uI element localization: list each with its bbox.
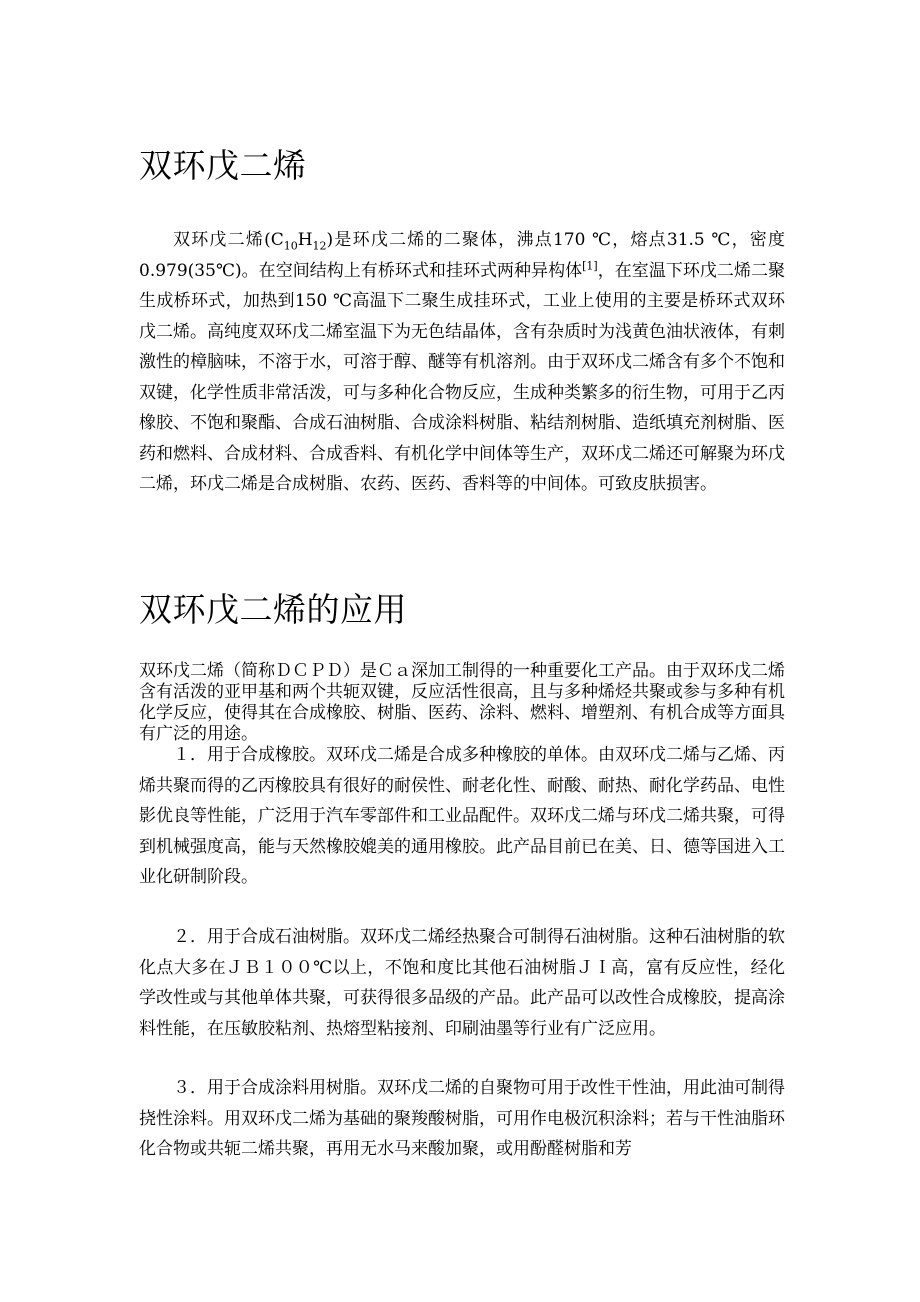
p1-subscript-12: 12	[312, 239, 327, 253]
application-item-rubber: １．用于合成橡胶。双环戊二烯是合成多种橡胶的单体。由双环戊二烯与乙烯、丙烯共聚而得的乙丙橡胶具有很好的耐侯性、耐老化性、耐酸、耐热、耐化学药品、电性影优良等性能，广泛用于汽车零部件和工业品配件。双环戊二烯与环戊二烯共聚，可得到机械强度高，能与天然橡胶媲美的通用橡胶。此产品目前已在美、日、德等国进入工业化研制阶段。	[139, 745, 785, 887]
citation-1: [1]	[582, 258, 598, 272]
p1-text-c: )是环戊二烯的二聚体，沸点170 ℃，熔点31.5 ℃，密度0.979(35℃)。在空间结构上有桥环式和挂环式两种异构体	[139, 230, 786, 281]
p1-text-b: H	[297, 230, 313, 250]
p1-text-d: ，在室温下环戊二烯二聚生成桥环式，加热到150 ℃高温下二聚生成挂环式，工业上使用的主要是桥环式双环戊二烯。高纯度双环戊二烯室温下为无色结晶体，含有杂质时为浅黄色油状液体，有刺激性的樟脑味，不溶于水，可溶于醇、醚等有机溶剂。由于双环戊二烯含有多个不饱和双键，化学性质非常活泼，可与多种化合物反应，生成种类繁多的衍生物，可用于乙丙橡胶、不饱和聚酯、合成石油树脂、合成涂料树脂、粘结剂树脂、造纸填充剂树脂、医药和燃料、合成材料、合成香料、有机化学中间体等生产，双环戊二烯还可解聚为环戊二烯，环戊二烯是合成树脂、农药、医药、香料等的中间体。可致皮肤损害。	[139, 260, 785, 494]
p1-subscript-10: 10	[283, 239, 298, 253]
application-item-coating-resin: ３．用于合成涂料用树脂。双环戊二烯的自聚物可用于改性干性油，用此油可制得挠性涂料。用双环戊二烯为基础的聚羧酸树脂，可用作电极沉积涂料；若与干性油脂环化合物或共轭二烯共聚，再用无水马来酸加聚，或用酚醛树脂和芳	[139, 1078, 785, 1159]
p1-text-a: 双环戊二烯(C	[173, 230, 284, 250]
application-item-petroleum-resin: ２．用于合成石油树脂。双环戊二烯经热聚合可制得石油树脂。这种石油树脂的软化点大多在ＪＢ１００℃以上，不饱和度比其他石油树脂ＪＩ高，富有反应性，经化学改性或与其他单体共聚，可获得很多品级的产品。此产品可以改性合成橡胶，提高涂料性能，在压敏胶粘剂、热熔型粘接剂、印刷油墨等行业有广泛应用。	[139, 927, 785, 1039]
section-title-dicyclopentadiene: 双环戊二烯	[139, 146, 307, 185]
applications-intro-paragraph: 双环戊二烯（简称ＤＣＰＤ）是Ｃａ深加工制得的一种重要化工产品。由于双环戊二烯含有活泼的亚甲基和两个共轭双键，反应活性很高，且与多种烯烃共聚或参与多种有机化学反应，使得其在合成橡胶、树脂、医药、涂料、燃料、增塑剂、有机合成等方面具有广泛的用途。	[139, 661, 785, 744]
section-title-applications: 双环戊二烯的应用	[139, 590, 407, 629]
intro-paragraph	[139, 225, 785, 500]
